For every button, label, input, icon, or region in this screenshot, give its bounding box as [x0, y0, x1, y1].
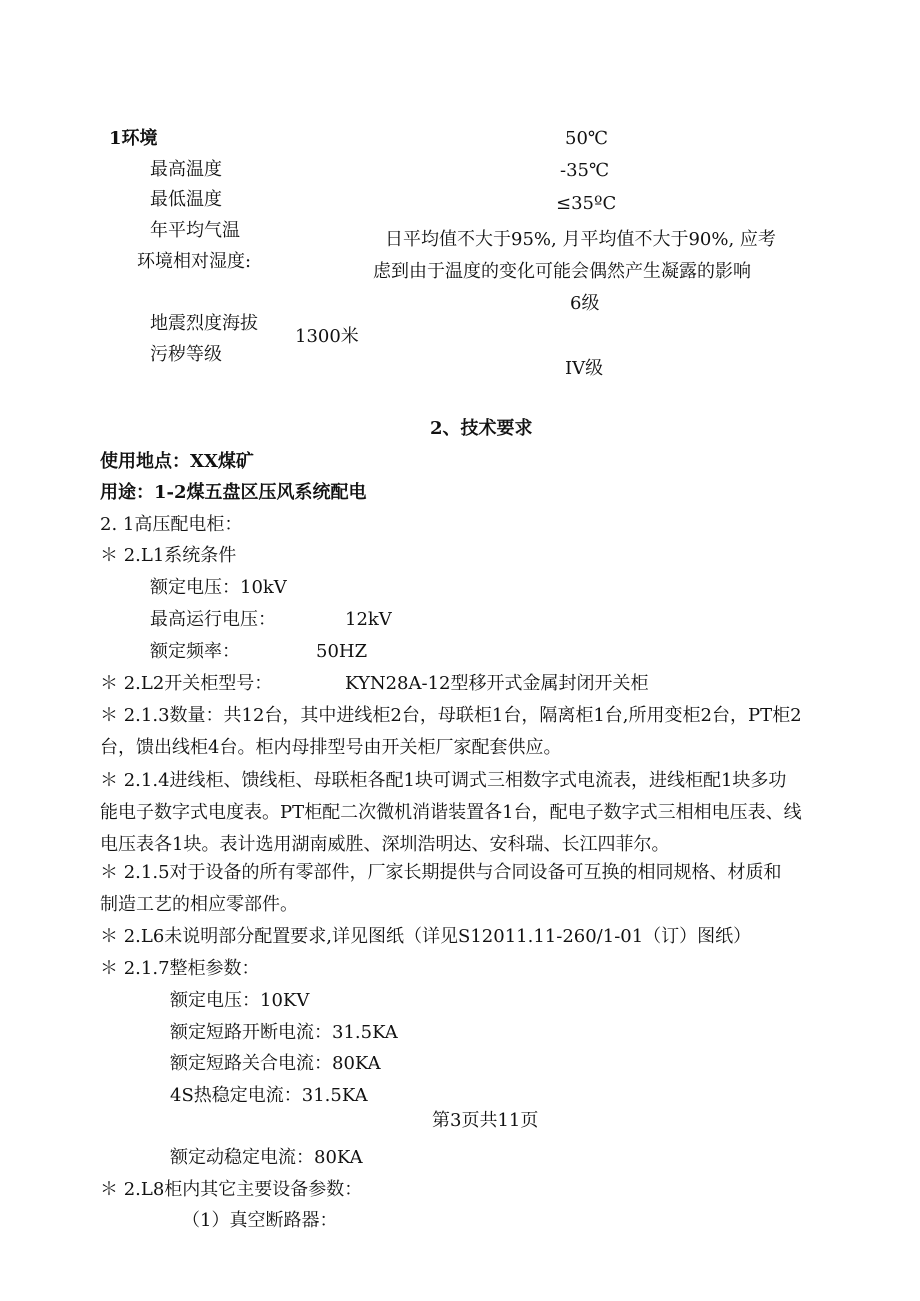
vacuum-breaker-item: （1）真空断路器： [182, 1210, 338, 1231]
label-avg-temp: 年平均气温 [150, 220, 240, 241]
frequency-value: 50HZ [316, 641, 368, 662]
page-number: 第3页共11页 [432, 1110, 539, 1131]
value-seismic: 6级 [570, 293, 600, 314]
section-2-1-4-line-3: 电压表各1块。表计选用湖南威胜、深圳浩明达、安科瑞、长江四菲尔。 [100, 834, 670, 855]
max-voltage-value: 12kV [345, 609, 392, 630]
section-2-1-1: ＊ 2.L1系统条件 [100, 545, 237, 566]
section-2-1-2-label: ＊ 2.L2开关柜型号： [100, 673, 273, 694]
value-max-temp: 50℃ [565, 128, 609, 149]
section-2-1-8: ＊ 2.L8柜内其它主要设备参数： [100, 1179, 363, 1200]
param-dynamic-current: 额定动稳定电流：80KA [170, 1147, 363, 1168]
value-pollution: IV级 [565, 358, 604, 379]
max-voltage-label: 最高运行电压： [150, 609, 276, 630]
param-rated-voltage: 额定电压：10KV [170, 990, 310, 1011]
frequency-label: 额定频率： [150, 641, 240, 662]
section-2-1-7: ＊ 2.1.7整柜参数： [100, 958, 260, 979]
humidity-line-1: 日平均值不大于95%, 月平均值不大于90%, 应考 [385, 229, 776, 250]
site-line: 使用地点：XX煤矿 [100, 451, 254, 472]
label-humidity: 环境相对湿度: [137, 251, 252, 272]
param-thermal-current: 4S热稳定电流：31.5KA [170, 1085, 368, 1106]
label-max-temp: 最高温度 [150, 159, 222, 180]
label-seismic-altitude: 地震烈度海拔 [150, 313, 258, 334]
label-min-temp: 最低温度 [150, 189, 222, 210]
section-2-1: 2. 1高压配电柜： [100, 514, 243, 535]
rated-voltage: 额定电压：10kV [150, 577, 287, 598]
humidity-line-2: 虑到由于温度的变化可能会偶然产生凝露的影响 [373, 261, 751, 282]
section-2-1-5-line-1: ＊ 2.1.5对于设备的所有零部件，厂家长期提供与合同设备可互换的相同规格、材质和 [100, 862, 782, 883]
label-pollution: 污秽等级 [150, 344, 222, 365]
param-breaking-current: 额定短路开断电流：31.5KA [170, 1022, 398, 1043]
tech-heading: 2、技术要求 [430, 418, 533, 439]
value-avg-temp: ≤35ºC [556, 193, 617, 214]
section-2-1-5-line-2: 制造工艺的相应零部件。 [100, 894, 298, 915]
section-2-1-6: ＊ 2.L6未说明部分配置要求,详见图纸（详见S12011.11-260/1-01（订）图纸） [100, 926, 752, 947]
value-min-temp: -35℃ [560, 160, 610, 181]
section-2-1-3-line-1: ＊ 2.1.3数量：共12台，其中进线柜2台，母联柜1台，隔离柜1台,所用变柜2台，PT柜2 [100, 705, 802, 726]
section-2-1-4-line-1: ＊ 2.1.4进线柜、馈线柜、母联柜各配1块可调式三相数字式电流表，进线柜配1块多功 [100, 770, 787, 791]
section-2-1-2-value: KYN28A-12型移开式金属封闭开关柜 [345, 673, 649, 694]
section-2-1-4-line-2: 能电子数字式电度表。PT柜配二次微机消谐装置各1台，配电子数字式三相相电压表、线 [100, 802, 802, 823]
altitude-value: 1300米 [295, 326, 359, 347]
purpose-line: 用途：1-2煤五盘区压风系统配电 [100, 482, 367, 503]
section-2-1-3-line-2: 台，馈出线柜4台。柜内母排型号由开关柜厂家配套供应。 [100, 737, 562, 758]
param-making-current: 额定短路关合电流：80KA [170, 1053, 381, 1074]
env-heading: 1环境 [109, 128, 158, 149]
